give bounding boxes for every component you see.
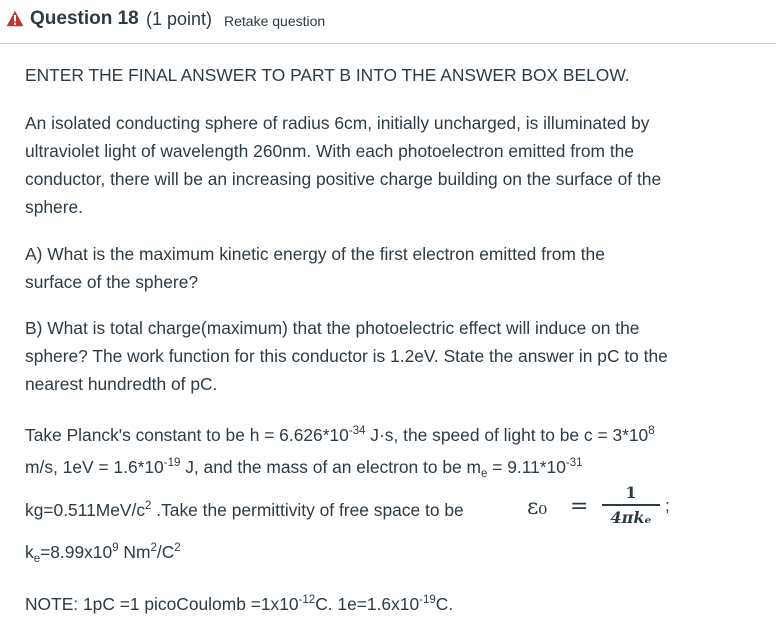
constants-text: J, and the mass of an electron to be m — [180, 457, 481, 477]
question-points: (1 point) — [146, 9, 213, 29]
exponent: 2 — [150, 542, 157, 554]
constants-line-2 — [25, 453, 583, 481]
constants-text: kg=0.511MeV/c — [25, 500, 146, 520]
intro-line-2: ultraviolet light of wavelength 260nm. With each photoelectron emitted from the — [25, 141, 635, 161]
warning-triangle-icon — [6, 10, 24, 27]
constants-text: .Take the permittivity of free space to be — [151, 500, 464, 520]
constants-text: m/s, 1eV = 1.6*10 — [25, 457, 164, 477]
fraction-numerator: 1 — [625, 483, 637, 502]
exponent: 2 — [145, 500, 152, 512]
exponent: -34 — [348, 425, 366, 437]
exponent: -19 — [163, 457, 181, 469]
constants-line-3 — [25, 496, 464, 524]
fraction-bar — [602, 504, 660, 506]
part-b-line-1: B) What is total charge(maximum) that the photoelectric effect will induce on the — [25, 318, 640, 338]
constants-text: =8.99x10 — [40, 542, 113, 562]
constants-text: Nm — [118, 542, 151, 562]
note-text: NOTE: 1pC =1 picoCoulomb =1x10 — [25, 594, 299, 614]
exponent: 8 — [648, 425, 655, 437]
constants-text: k — [25, 542, 34, 562]
part-a-line-1: A) What is the maximum kinetic energy of the first electron emitted from the — [25, 244, 605, 264]
note-text: C. 1e=1.6x10 — [315, 594, 420, 614]
exponent: 2 — [174, 542, 181, 554]
exponent: -19 — [419, 594, 436, 606]
part-a-line-2: surface of the sphere? — [25, 272, 199, 292]
retake-question-label: Retake question — [224, 13, 326, 29]
question-title: Question 18 — [30, 8, 139, 29]
exponent: -31 — [565, 457, 583, 469]
part-b-line-2: sphere? The work function for this conductor is 1.2eV. State the answer in pC to the — [25, 346, 668, 366]
epsilon-zero-symbol: ε₀ — [527, 495, 548, 520]
equals-sign: = — [570, 494, 589, 519]
exponent: 9 — [112, 542, 119, 554]
constants-text: Take Planck's constant to be h = 6.626*10 — [25, 425, 349, 445]
constants-text: J·s, the speed of light to be c = 3*10 — [365, 425, 649, 445]
constants-text: = 9.11*10 — [487, 457, 566, 477]
intro-line-4: sphere. — [25, 197, 84, 217]
constants-line-4 — [25, 538, 181, 566]
intro-line-1: An isolated conducting sphere of radius 6cm, initially uncharged, is illuminated by — [25, 113, 650, 133]
question-header — [0, 0, 776, 44]
note-text: C. — [435, 594, 454, 614]
part-b-line-3: nearest hundredth of pC. — [25, 374, 218, 394]
fraction-denominator: 4πkₑ — [610, 507, 652, 527]
subscript: e — [33, 553, 41, 565]
permittivity-fraction — [602, 483, 660, 528]
exponent: -12 — [298, 594, 316, 606]
subscript: e — [481, 468, 488, 480]
constants-line-1 — [25, 421, 655, 449]
note-line — [25, 590, 453, 618]
intro-line-3: conductor, there will be an increasing positive charge building on the surface of the — [25, 169, 662, 189]
instruction-text: ENTER THE FINAL ANSWER TO PART B INTO THE ANSWER BOX BELOW. — [25, 65, 630, 85]
constants-text: /C — [156, 542, 175, 562]
semicolon: ; — [665, 496, 670, 515]
